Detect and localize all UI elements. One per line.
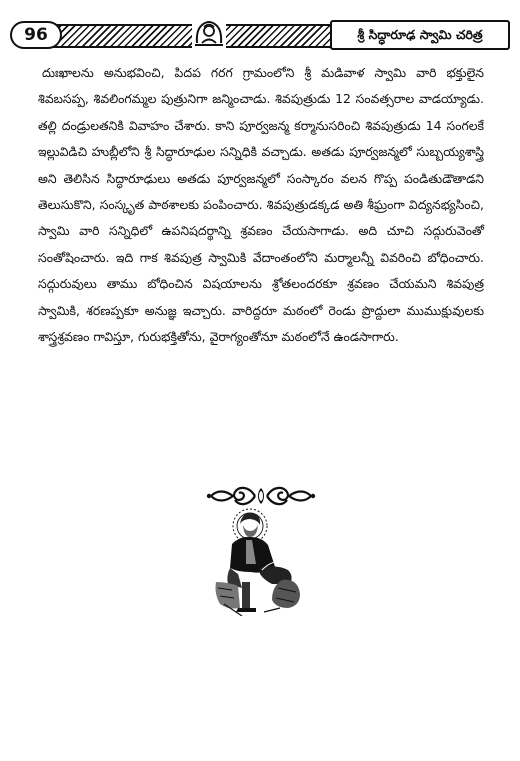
page-number: 96 xyxy=(10,21,62,49)
sai-baba-logo-icon xyxy=(192,16,226,50)
seated-sai-baba-illustration xyxy=(202,504,314,616)
running-header-title: శ్రీ సిద్ధారూఢ స్వామి చరిత్ర xyxy=(330,20,510,50)
body-paragraph: దుఃఖాలను అనుభవించి, పిదప గరగ గ్రామంలోని శ్రీ మడివాళ స్వామి వారి భక్తులైన శివబసప్ప, శివలింగమ్మల పుత్రునిగా జన్మించాడు. శివపుత్రుడు 12 సంవత్సరాల వాడయ్యాడు. తల్లి దండ్రులతనికి వివాహం చేశారు. కాని పూర్వజన్మ కర్మానుసరించి శివపుత్రుడు 14 సంగలకే ఇల్లువిడిచి హుబ్లీలోని శ్రీ సిద్ధారూఢుల సన్నిధికి వచ్చాడు. అతడు పూర్వజన్మలో సుబ్బయ్యశాస్త్రి అని తెలిసిన సిద్ధారూఢులు అతడు పూర్వజన్మలో సంస్కారం వలన గొప్ప పండితుడౌతాడని తెలుసుకొని, సంస్కృత పాఠశాలకు పంపించారు. శివపుత్రుడక్కడ అతి శీఘ్రంగా విద్యనభ్యసించి, స్వామి వారి సన్నిధిలో ఉపనిషదర్థాన్ని శ్రవణం చేయసాగాడు. అది చూచి సద్గురువెంతో సంతోషించారు. ఇది గాక శివపుత్ర స్వామికి వేదాంతంలోని మర్మాలన్నీ వివరించి బోధించారు. సద్గురువులు తాము బోధించిన విషయాలను శ్రోతలందరకూ శ్రవణం చేయమని శివపుత్ర స్వామికి, శరణప్పకూ అనుజ్ఞ ఇచ్చారు. వారిద్దరూ మఠంలో రెండు ప్రొద్దులా ముముక్షువులకు శాస్త్రశ్రవణం గావిస్తూ, గురుభక్తితోను, వైరాగ్యంతోనూ మఠంలోనే ఉండసాగారు. xyxy=(38,65,484,345)
page-header xyxy=(8,20,512,50)
